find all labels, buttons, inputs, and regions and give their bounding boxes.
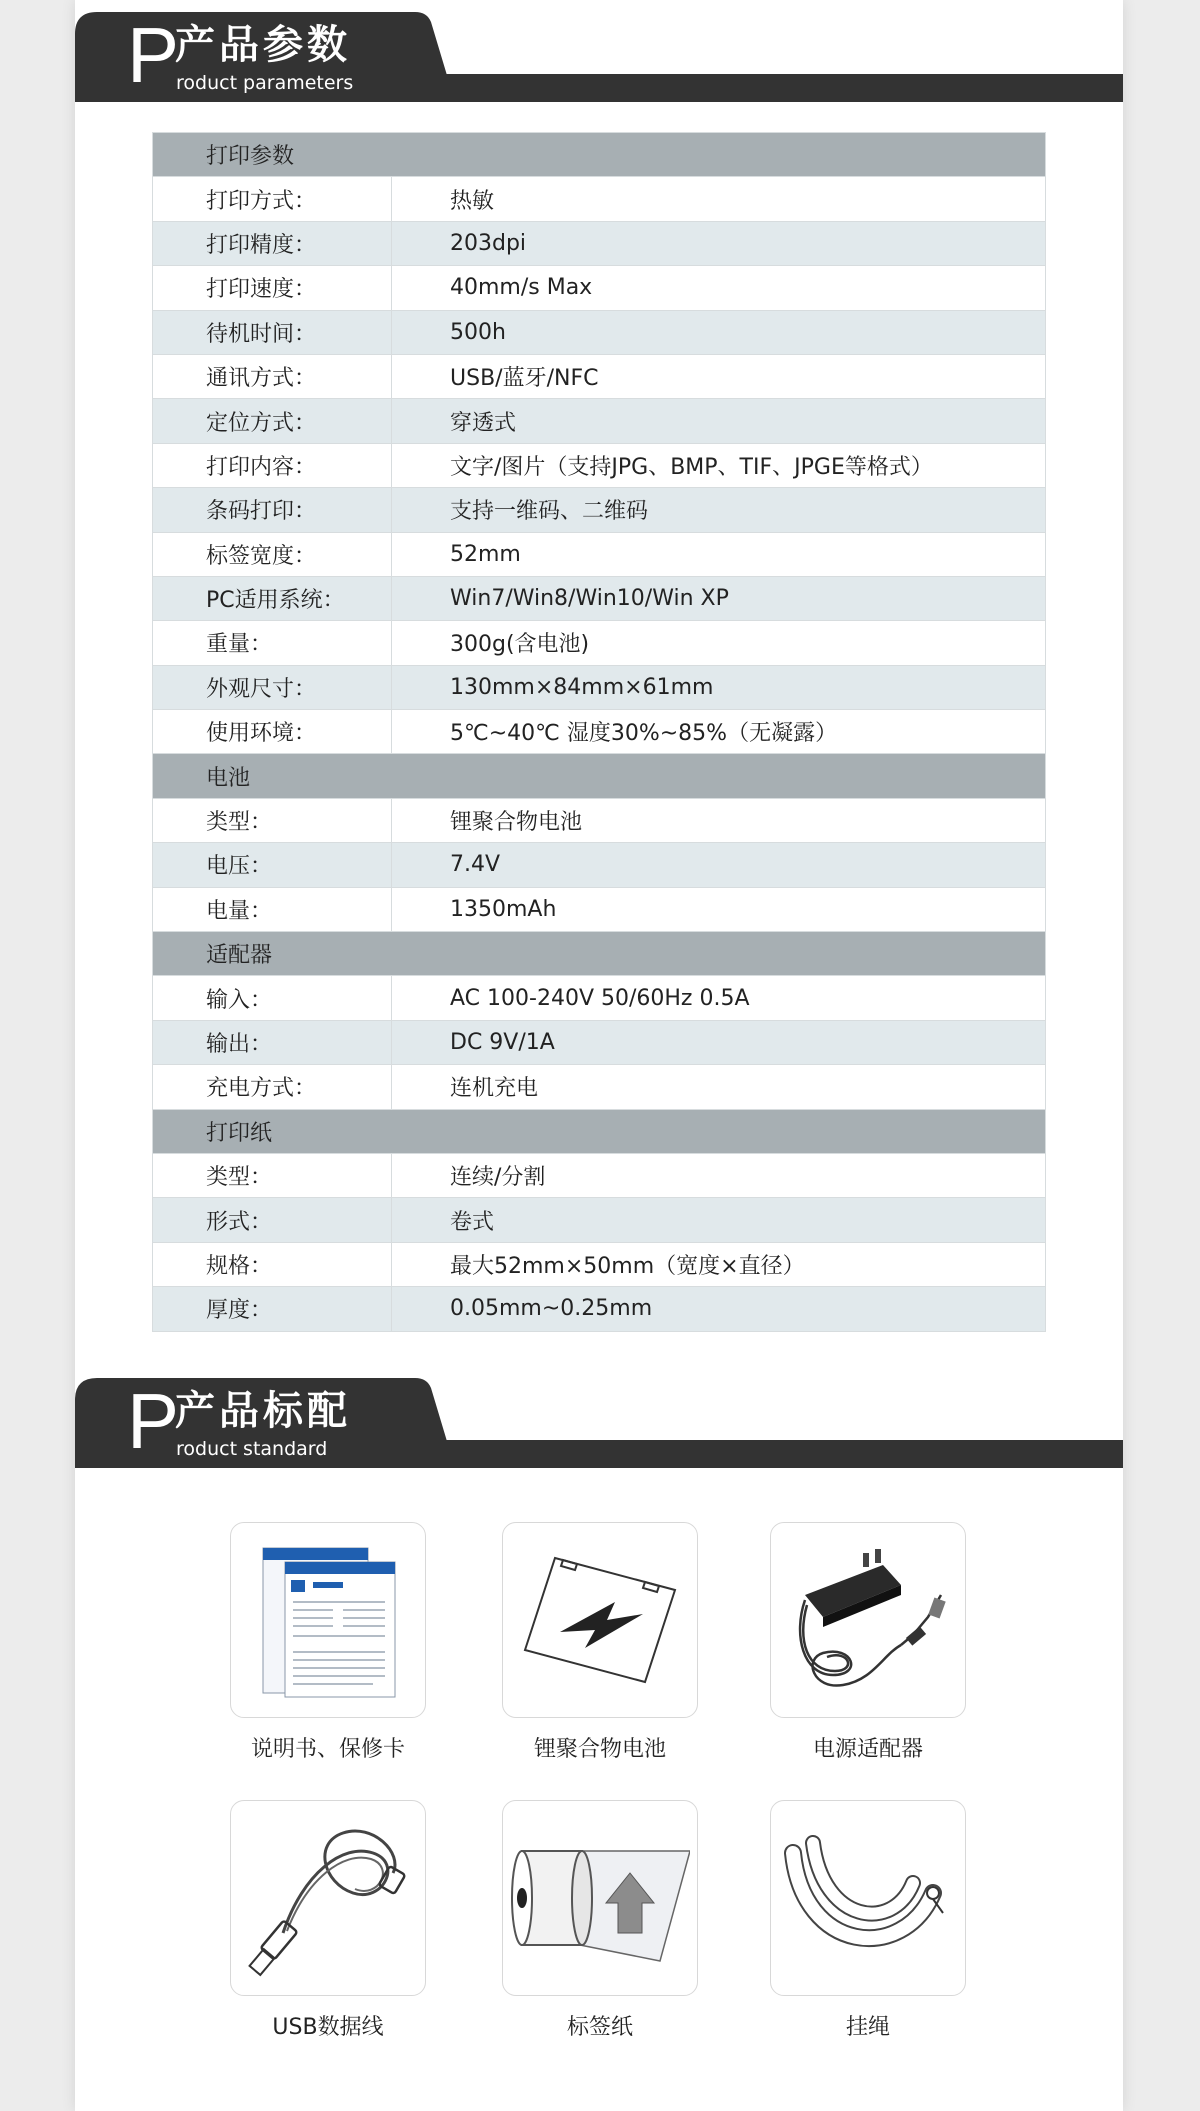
accessory-label: 说明书、保修卡 bbox=[250, 1737, 405, 1762]
spec-row bbox=[153, 354, 1046, 398]
spec-key: 打印速度： bbox=[153, 266, 392, 310]
spec-value: 最大52mm×50mm（宽度×直径） bbox=[392, 1242, 1046, 1286]
spec-group-title: 打印参数 bbox=[153, 133, 1046, 177]
header-big-letter: P bbox=[127, 11, 180, 99]
spec-value: AC 100-240V 50/60Hz 0.5A bbox=[392, 976, 1046, 1020]
spec-key: 类型： bbox=[153, 1153, 392, 1197]
spec-value: 52mm bbox=[392, 532, 1046, 576]
spec-row bbox=[153, 532, 1046, 576]
accessory-usb-cable bbox=[230, 1800, 426, 2041]
accessory-image-box bbox=[502, 1522, 698, 1718]
spec-row bbox=[153, 1065, 1046, 1109]
spec-key: 待机时间： bbox=[153, 310, 392, 354]
spec-value: 支持一维码、二维码 bbox=[392, 488, 1046, 532]
spec-row bbox=[153, 843, 1046, 887]
accessory-label: 锂聚合物电池 bbox=[533, 1737, 666, 1762]
spec-group-title: 打印纸 bbox=[153, 1109, 1046, 1153]
spec-key: 类型： bbox=[153, 798, 392, 842]
spec-key: 外观尺寸： bbox=[153, 665, 392, 709]
accessory-image-box bbox=[770, 1522, 966, 1718]
spec-value: 锂聚合物电池 bbox=[392, 798, 1046, 842]
spec-group-header bbox=[153, 1109, 1046, 1153]
spec-value: 卷式 bbox=[392, 1198, 1046, 1242]
section-subtitle: roduct parameters bbox=[176, 72, 354, 94]
spec-value: 0.05mm~0.25mm bbox=[392, 1287, 1046, 1331]
spec-group-header bbox=[153, 754, 1046, 798]
spec-row bbox=[153, 1198, 1046, 1242]
accessory-label-paper bbox=[502, 1800, 698, 2041]
spec-value: 300g(含电池) bbox=[392, 621, 1046, 665]
accessory-label: 挂绳 bbox=[845, 2015, 890, 2040]
spec-value: 500h bbox=[392, 310, 1046, 354]
spec-group-title: 电池 bbox=[153, 754, 1046, 798]
label-paper-roll-icon bbox=[510, 1823, 690, 1973]
section-title: 产品标配 bbox=[175, 1388, 351, 1434]
spec-value: 40mm/s Max bbox=[392, 266, 1046, 310]
spec-row bbox=[153, 798, 1046, 842]
accessory-manual bbox=[230, 1522, 426, 1763]
accessory-image-box bbox=[502, 1800, 698, 1996]
spec-value: DC 9V/1A bbox=[392, 1020, 1046, 1064]
spec-key: 标签宽度： bbox=[153, 532, 392, 576]
spec-row bbox=[153, 488, 1046, 532]
spec-row bbox=[153, 665, 1046, 709]
spec-value: 连续/分割 bbox=[392, 1153, 1046, 1197]
spec-key: 电量： bbox=[153, 887, 392, 931]
spec-value: 热敏 bbox=[392, 177, 1046, 221]
spec-key: PC适用系统： bbox=[153, 576, 392, 620]
spec-row bbox=[153, 177, 1046, 221]
spec-value: 203dpi bbox=[392, 221, 1046, 265]
accessory-label: 标签纸 bbox=[566, 2015, 633, 2040]
spec-key: 重量： bbox=[153, 621, 392, 665]
spec-value: 文字/图片（支持JPG、BMP、TIF、JPGE等格式） bbox=[392, 443, 1046, 487]
spec-key: 使用环境： bbox=[153, 710, 392, 754]
accessory-label: 电源适配器 bbox=[812, 1737, 923, 1762]
section-subtitle: roduct standard bbox=[176, 1438, 328, 1460]
accessory-image-box bbox=[770, 1800, 966, 1996]
accessory-lanyard bbox=[770, 1800, 966, 2041]
spec-row bbox=[153, 621, 1046, 665]
spec-key: 输入： bbox=[153, 976, 392, 1020]
spec-value: 130mm×84mm×61mm bbox=[392, 665, 1046, 709]
accessory-image-box bbox=[230, 1800, 426, 1996]
spec-row bbox=[153, 266, 1046, 310]
spec-row bbox=[153, 1287, 1046, 1331]
spec-group-header bbox=[153, 932, 1046, 976]
power-adapter-icon bbox=[783, 1535, 953, 1705]
spec-value: Win7/Win8/Win10/Win XP bbox=[392, 576, 1046, 620]
spec-key: 条码打印： bbox=[153, 488, 392, 532]
spec-key: 形式： bbox=[153, 1198, 392, 1242]
spec-key: 通讯方式： bbox=[153, 354, 392, 398]
spec-value: 穿透式 bbox=[392, 399, 1046, 443]
spec-row bbox=[153, 887, 1046, 931]
spec-group-title: 适配器 bbox=[153, 932, 1046, 976]
spec-row bbox=[153, 443, 1046, 487]
accessory-label: USB数据线 bbox=[272, 2015, 384, 2040]
spec-value: USB/蓝牙/NFC bbox=[392, 354, 1046, 398]
spec-row bbox=[153, 576, 1046, 620]
spec-table bbox=[152, 132, 1046, 1332]
spec-value: 5℃~40℃ 湿度30%~85%（无凝露） bbox=[392, 710, 1046, 754]
spec-key: 打印方式： bbox=[153, 177, 392, 221]
spec-key: 充电方式： bbox=[153, 1065, 392, 1109]
spec-key: 厚度： bbox=[153, 1287, 392, 1331]
spec-value: 7.4V bbox=[392, 843, 1046, 887]
manual-warranty-card-icon bbox=[253, 1540, 403, 1700]
spec-row bbox=[153, 1242, 1046, 1286]
lanyard-icon bbox=[783, 1813, 953, 1983]
header-big-letter: P bbox=[127, 1377, 180, 1465]
spec-row bbox=[153, 310, 1046, 354]
spec-key: 打印精度： bbox=[153, 221, 392, 265]
accessory-image-box bbox=[230, 1522, 426, 1718]
page bbox=[75, 0, 1123, 2111]
spec-value: 连机充电 bbox=[392, 1065, 1046, 1109]
section-title: 产品参数 bbox=[175, 22, 351, 68]
spec-row bbox=[153, 221, 1046, 265]
spec-key: 电压： bbox=[153, 843, 392, 887]
spec-row bbox=[153, 976, 1046, 1020]
spec-group-header bbox=[153, 133, 1046, 177]
spec-key: 定位方式： bbox=[153, 399, 392, 443]
accessory-battery bbox=[502, 1522, 698, 1763]
accessory-adapter bbox=[770, 1522, 966, 1763]
usb-cable-icon bbox=[243, 1813, 413, 1983]
spec-key: 打印内容： bbox=[153, 443, 392, 487]
spec-row bbox=[153, 710, 1046, 754]
spec-row bbox=[153, 399, 1046, 443]
spec-key: 规格： bbox=[153, 1242, 392, 1286]
spec-key: 输出： bbox=[153, 1020, 392, 1064]
spec-row bbox=[153, 1153, 1046, 1197]
section-header-parameters bbox=[75, 12, 1123, 102]
battery-icon bbox=[515, 1550, 685, 1690]
spec-value: 1350mAh bbox=[392, 887, 1046, 931]
section-header-standard bbox=[75, 1378, 1123, 1468]
spec-row bbox=[153, 1020, 1046, 1064]
